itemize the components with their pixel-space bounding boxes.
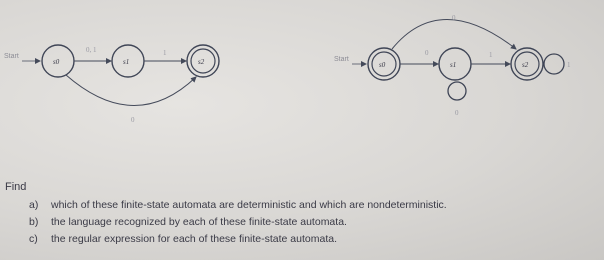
left-edge-s1-s2-label: 1 — [163, 49, 167, 57]
question-b-text: the language recognized by each of these finite-state automata. — [51, 216, 347, 228]
find-label: Find — [5, 181, 27, 193]
right-edge-s1-s2-label: 1 — [489, 51, 493, 59]
question-c — [29, 231, 447, 248]
question-a-letter: a) — [29, 199, 39, 211]
left-edge-s0-s2 — [66, 75, 196, 106]
right-edge-s0-s1-label: 0 — [425, 49, 429, 57]
right-edge-s0-s2-top — [392, 20, 516, 50]
left-edge-s0-s1-label: 0, 1 — [86, 46, 97, 54]
right-loop-s2 — [544, 54, 564, 74]
left-state-s0-label: s0 — [53, 58, 60, 66]
right-state-s0-label: s0 — [379, 61, 386, 69]
right-state-s2-label: s2 — [522, 61, 529, 69]
right-loop-s2-label: 1 — [567, 61, 571, 69]
left-start-label: Start — [4, 53, 19, 60]
right-state-s1-label: s1 — [450, 61, 457, 69]
left-edge-s0-s2-label: 0 — [131, 116, 135, 124]
question-a — [29, 197, 447, 214]
right-start-label: Start — [334, 56, 349, 63]
left-state-s2-label: s2 — [198, 58, 205, 66]
left-state-s1-label: s1 — [123, 58, 130, 66]
question-c-letter: c) — [29, 233, 38, 245]
right-edge-s0-s2-top-label: 0 — [452, 14, 456, 22]
left-automaton — [4, 45, 219, 124]
question-list — [29, 197, 447, 248]
question-b — [29, 214, 447, 231]
question-b-letter: b) — [29, 216, 39, 228]
right-loop-s1 — [448, 82, 466, 100]
question-c-text: the regular expression for each of these finite-state automata. — [51, 233, 337, 245]
right-loop-s1-label: 0 — [455, 109, 459, 117]
question-a-text: which of these finite-state automata are deterministic and which are nondeterministic. — [51, 199, 447, 211]
right-automaton — [334, 14, 571, 117]
